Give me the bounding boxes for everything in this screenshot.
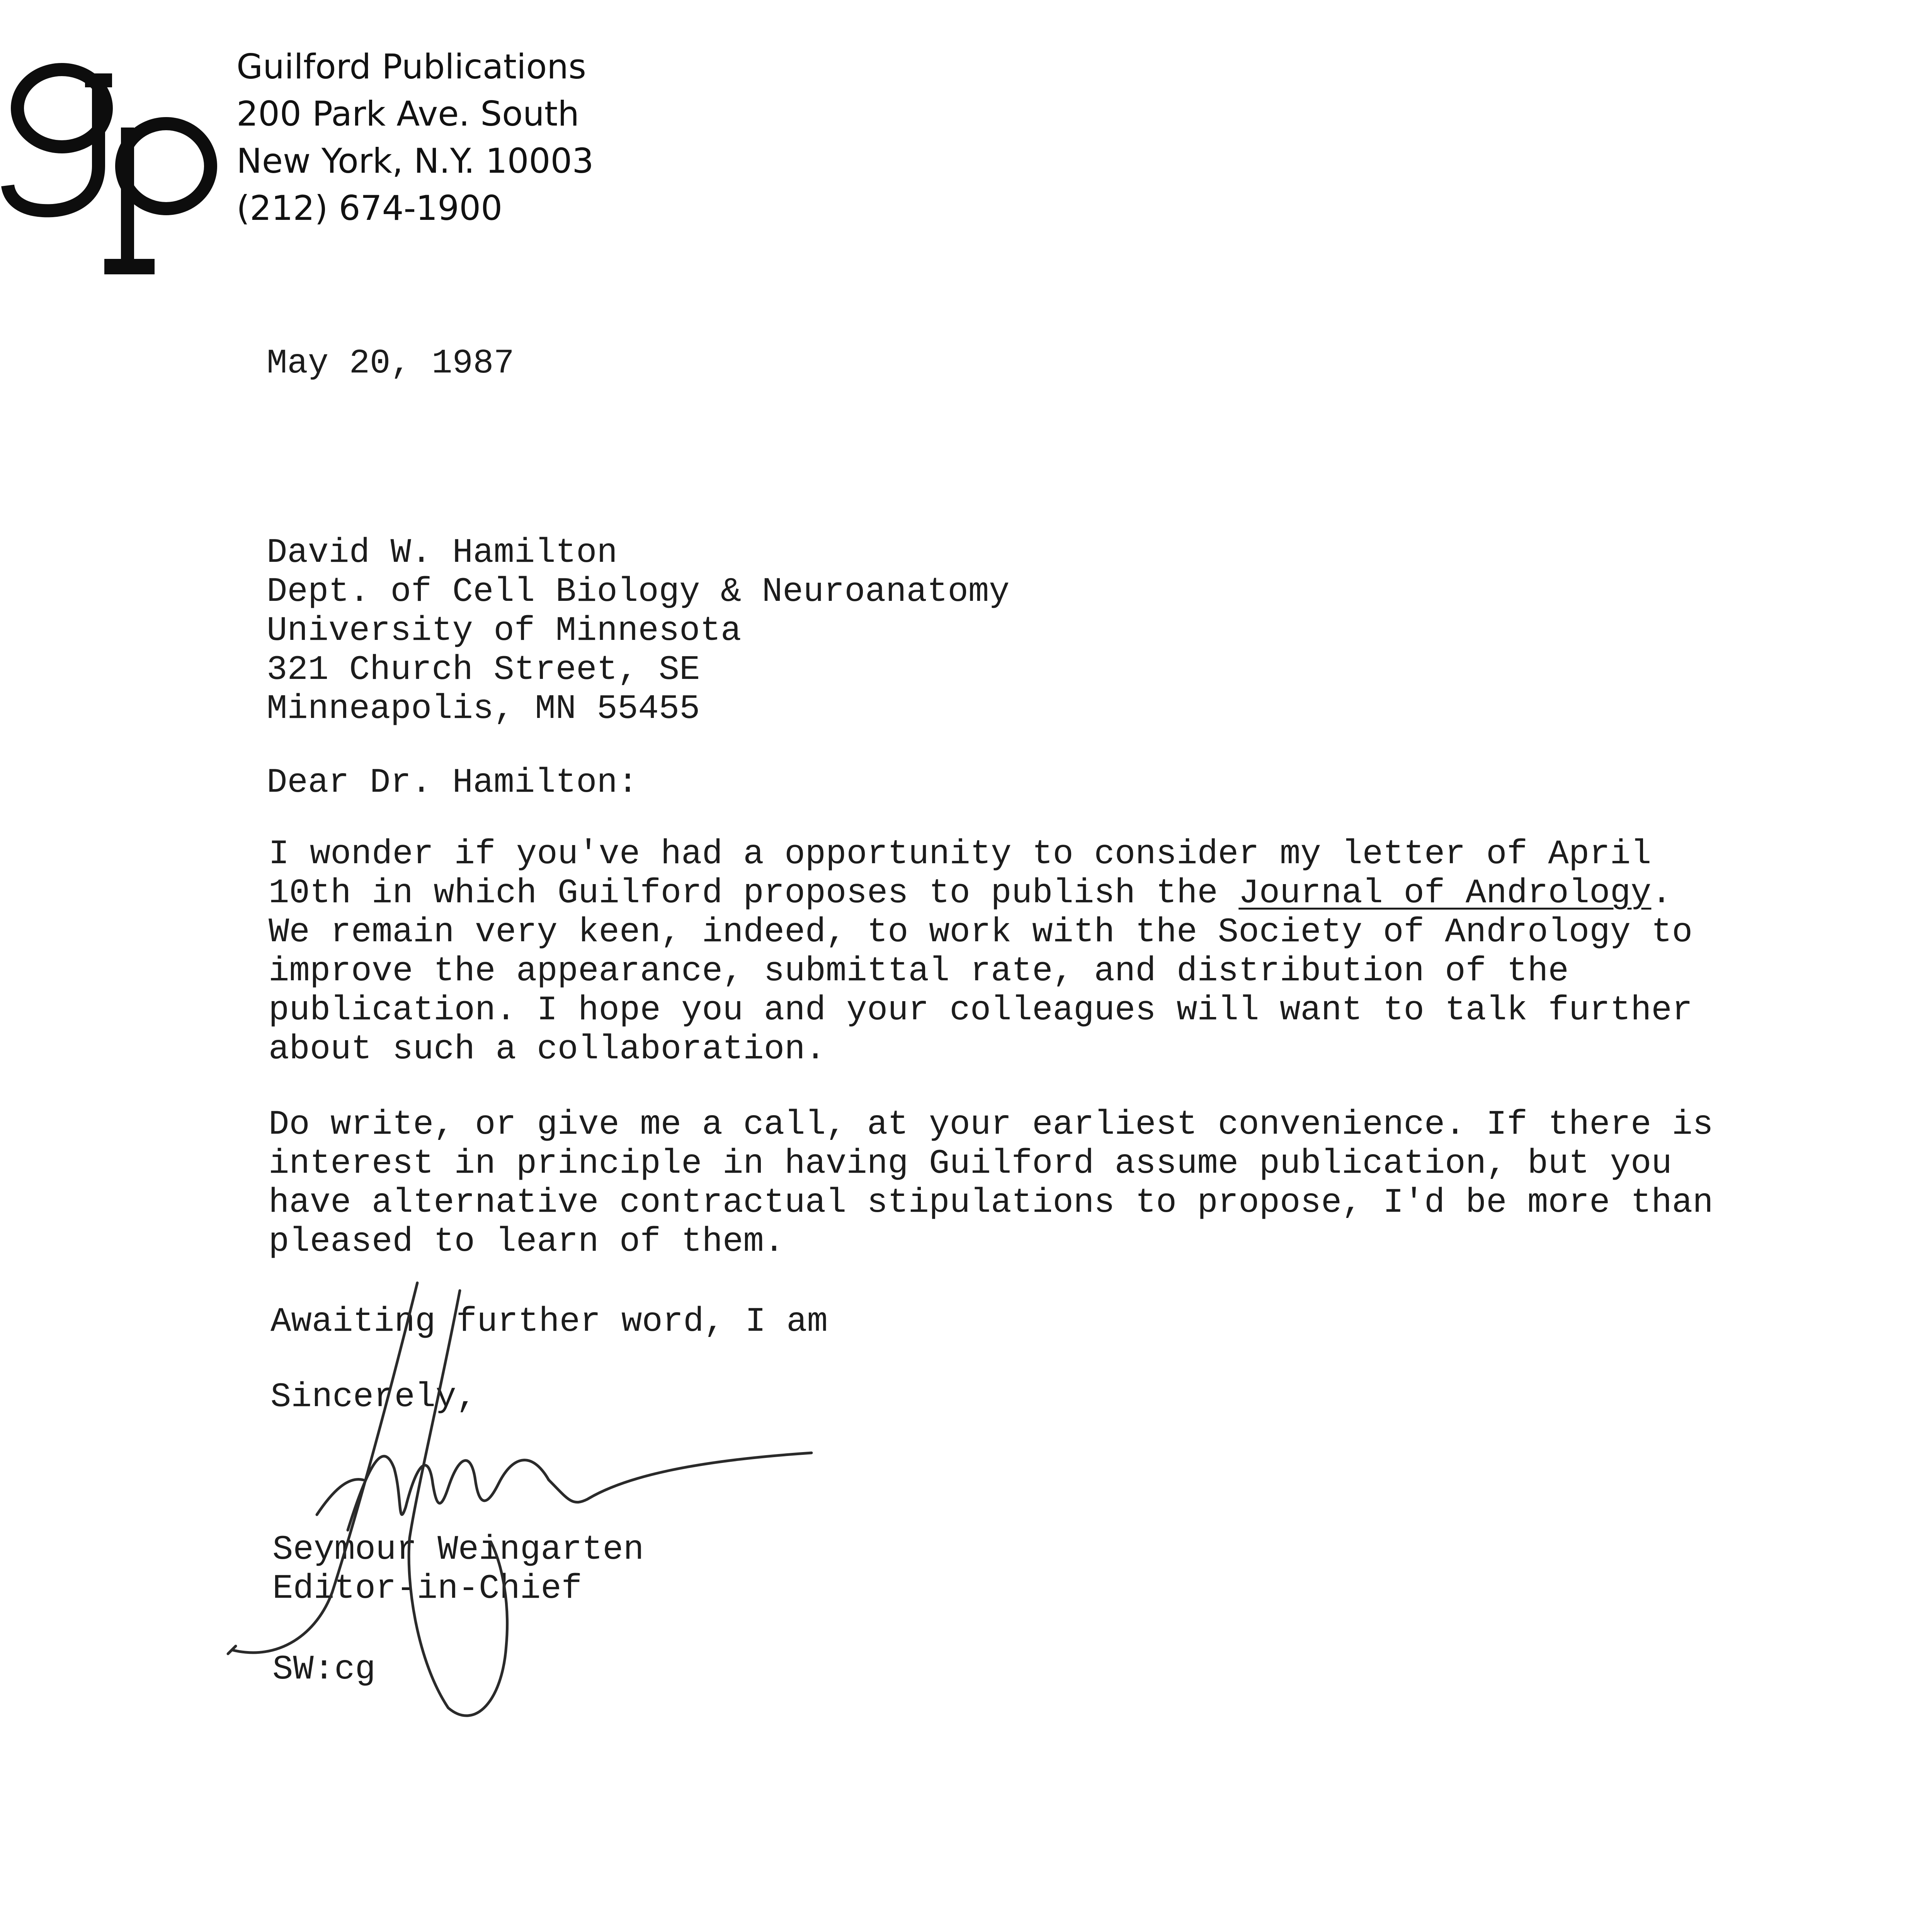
signer-block — [272, 1530, 644, 1608]
paragraph-line: interest in principle in having Guilford assume publication, but you — [269, 1144, 1672, 1183]
signer-name: Seymour Weingarten — [272, 1530, 644, 1569]
salutation: Dear Dr. Hamilton: — [267, 763, 638, 802]
company-name: Guilford Publications — [236, 47, 586, 87]
company-city: New York, N.Y. 10003 — [236, 141, 594, 181]
logo-text: gp — [0, 50, 1, 51]
guilford-logo — [0, 50, 224, 282]
recipient-street: 321 Church Street, SE — [267, 650, 700, 689]
journal-title: Journal of Andrology — [1238, 874, 1652, 913]
line-text: . — [1651, 874, 1672, 913]
recipient-institution: University of Minnesota — [267, 611, 742, 650]
closing-line: Awaiting further word, I am — [270, 1302, 828, 1341]
body-paragraph-2 — [269, 1105, 1713, 1261]
company-phone: (212) 674-1900 — [236, 188, 503, 228]
recipient-department: Dept. of Cell Biology & Neuroanatomy — [267, 572, 1010, 611]
paragraph-line: improve the appearance, submittal rate, and distribution of the — [269, 952, 1569, 991]
paragraph-line: publication. I hope you and your colleagues will want to talk further — [269, 991, 1693, 1030]
signer-title: Editor-in-Chief — [272, 1569, 582, 1608]
paragraph-line: pleased to learn of them. — [269, 1222, 785, 1261]
recipient-name: David W. Hamilton — [267, 533, 617, 572]
body-paragraph-1 — [269, 835, 1692, 1069]
letter-date: May 20, 1987 — [267, 344, 514, 383]
paragraph-line — [269, 874, 1692, 913]
recipient-city: Minneapolis, MN 55455 — [267, 689, 700, 728]
paragraph-line: about such a collaboration. — [269, 1030, 826, 1069]
paragraph-line: We remain very keen, indeed, to work with the Society of Andrology to — [269, 913, 1693, 952]
letterhead-address — [236, 43, 594, 232]
paragraph-line: have alternative contractual stipulations to propose, I'd be more than — [269, 1183, 1713, 1222]
recipient-address — [267, 533, 1010, 728]
line-text: 10th in which Guilford proposes to publish the — [269, 874, 1239, 913]
paragraph-line: I wonder if you've had a opportunity to consider my letter of April — [269, 835, 1652, 874]
company-street: 200 Park Ave. South — [236, 94, 580, 134]
sign-off: Sincerely, — [270, 1378, 477, 1417]
reference-initials: SW:cg — [272, 1650, 376, 1689]
paragraph-line: Do write, or give me a call, at your earliest convenience. If there is — [269, 1105, 1713, 1144]
